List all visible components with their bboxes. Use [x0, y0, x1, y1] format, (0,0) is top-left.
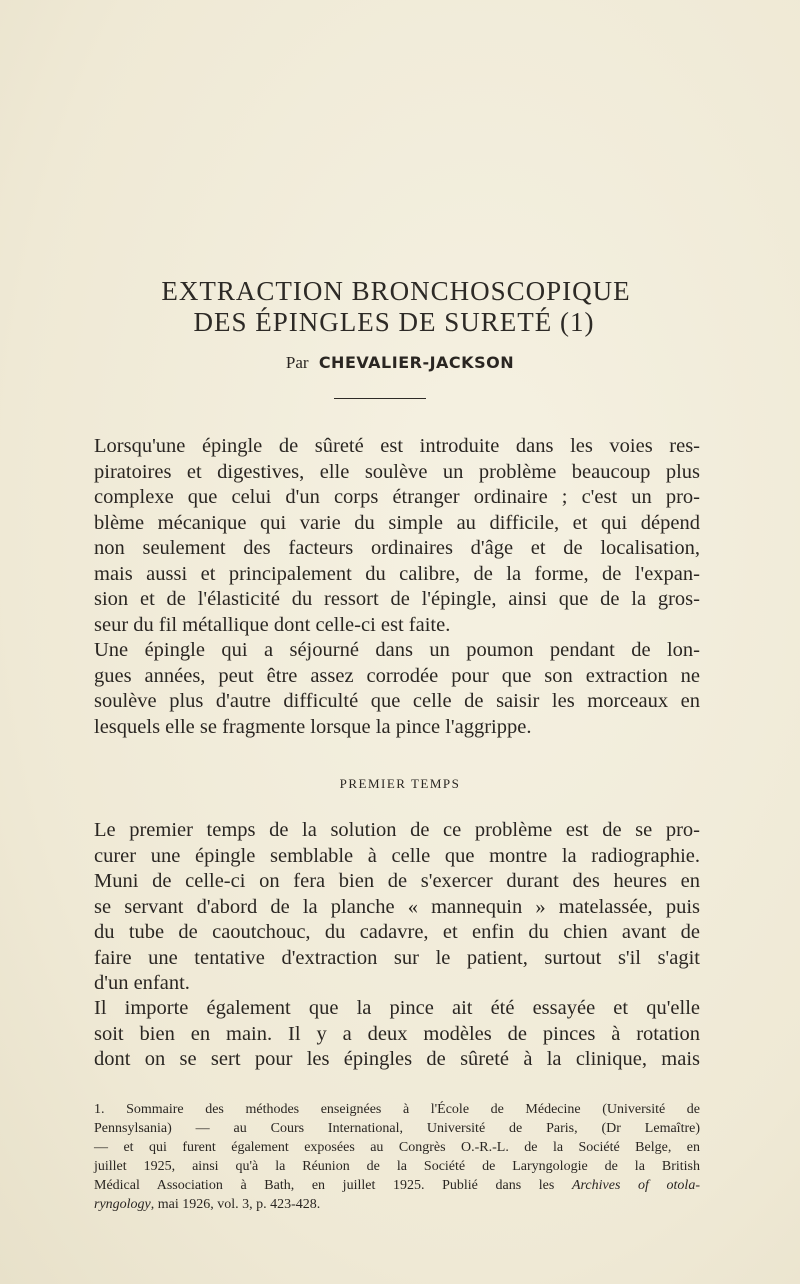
footnote-line: 1. Sommaire des méthodes enseignées à l'École de Médecine (Université de: [94, 1102, 700, 1117]
paragraph-line: mais aussi et principalement du calibre, de la forme, de l'expan-: [94, 562, 700, 585]
section-heading: PREMIER TEMPS: [339, 776, 461, 791]
paragraph-line: gues années, peut être assez corrodée pour que son extraction ne: [94, 664, 700, 687]
paragraph-line: piratoires et digestives, elle soulève un problème beaucoup plus: [94, 460, 700, 483]
article-title-line-2: DES ÉPINGLES DE SURETÉ (1): [193, 307, 595, 337]
paragraph-line: lesquels elle se fragmente lorsque la pince l'aggrippe.: [94, 715, 532, 738]
paragraph-line: curer une épingle semblable à celle que montre la radiographie.: [94, 844, 700, 867]
byline: [0, 353, 800, 373]
paragraph-line: d'un enfant.: [94, 972, 190, 994]
paragraph-line: du tube de caoutchouc, du cadavre, et enfin du chien avant de: [94, 921, 700, 943]
paragraph-3: [74, 818, 700, 997]
paragraph-line: complexe que celui d'un corps étranger ordinaire ; c'est un pro-: [94, 486, 700, 508]
byline-par: Par: [285, 353, 309, 372]
footnote-line: [74, 1195, 700, 1214]
paragraph-1: [74, 434, 700, 638]
paragraph-line: Muni de celle-ci on fera bien de s'exercer durant des heures en: [94, 870, 700, 892]
footnote-line: — et qui furent également exposées au Congrès O.-R.-L. de la Société Belge, en: [94, 1140, 700, 1155]
article-title-line-1: EXTRACTION BRONCHOSCOPIQUE: [161, 276, 631, 306]
paragraph-line: blème mécanique qui varie du simple au difficile, et qui dépend: [94, 511, 700, 534]
paragraph-line: dont on se sert pour les épingles de sûreté à la clinique, mais: [94, 1048, 700, 1070]
paragraph-line: sion et de l'élasticité du ressort de l'épingle, ainsi que de la gros-: [94, 588, 700, 610]
footnote-text: Médical Association à Bath, en juillet 1925. Publié dans les: [94, 1178, 555, 1193]
paragraph-line: seur du fil métallique dont celle-ci est faite.: [94, 613, 451, 636]
paragraph-line: soit bien en main. Il y a deux modèles de pinces à rotation: [94, 1022, 700, 1045]
footnote-text: , mai 1926, vol. 3, p. 423-428.: [150, 1197, 321, 1212]
journal-title-cont: ryngology: [94, 1197, 151, 1212]
paragraph-line: soulève plus d'autre difficulté que celle de saisir les morceaux en: [94, 690, 700, 712]
paragraph-line: Il importe également que la pince ait été essayée et qu'elle: [94, 997, 700, 1019]
paragraph-line: se servant d'abord de la planche « mannequin » matelassée, puis: [94, 895, 700, 918]
author-name: CHEVALIER-JACKSON: [318, 353, 515, 372]
paragraph-line: non seulement des facteurs ordinaires d'âge et de localisation,: [94, 537, 700, 559]
footnote-line: [74, 1176, 700, 1195]
paragraph-line: Une épingle qui a séjourné dans un poumon pendant de lon-: [94, 639, 700, 661]
paragraph-line: Le premier temps de la solution de ce problème est de se pro-: [94, 819, 700, 841]
journal-title: Archives of otola-: [571, 1178, 700, 1193]
title-divider: [334, 398, 426, 399]
footnote: [74, 1100, 700, 1214]
paragraph-4: [74, 996, 700, 1073]
paragraph-line: faire une tentative d'extraction sur le patient, surtout s'il s'agit: [94, 946, 700, 969]
paragraph-2: [74, 638, 700, 740]
footnote-line: Pennsylsania) — au Cours International, Université de Paris, (Dr Lemaître): [94, 1121, 700, 1136]
paragraph-line: Lorsqu'une épingle de sûreté est introduite dans les voies res-: [94, 435, 700, 457]
footnote-line: juillet 1925, ainsi qu'à la Réunion de la Société de Laryngologie de la British: [94, 1159, 700, 1174]
